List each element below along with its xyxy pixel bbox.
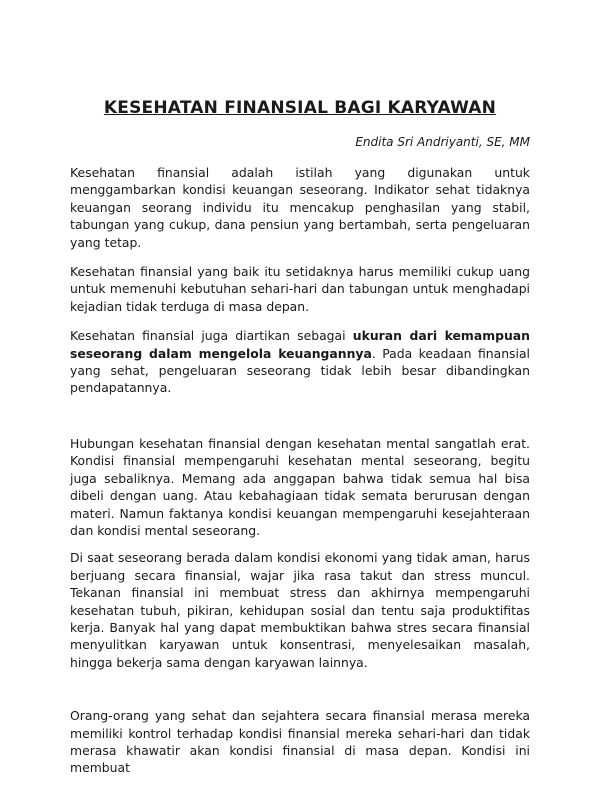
paragraph-5: Di saat seseorang berada dalam kondisi ekonomi yang tidak aman, harus berjuang secara finansial, wajar jika rasa takut dan stress muncul. Tekanan finansial ini membuat stress dan akhirnya mempengaruhi kesehatan tubuh, pikiran, kehidupan sosial dan tentu saja produktifitas kerja. Banyak hal yang dapat membuktikan bahwa stres secara finansial menyulitkan karyawan untuk konsentrasi, menyelesaikan masalah, hingga bekerja sama dengan karyawan lainnya.	[70, 550, 530, 670]
paragraph-1: Kesehatan finansial adalah istilah yang digunakan untuk menggambarkan kondisi keuangan seseorang. Indikator sehat tidaknya keuangan seorang individu itu mencakup penghasilan yang stabil, tabungan yang cukup, dana pensiun yang bertambah, serta pengeluaran yang tetap.	[70, 165, 530, 250]
paragraph-3-rest: . Pada keadaan finansial yang sehat, pengeluaran seseorang tidak lebih besar dibandingkan pendapatannya.	[70, 345, 530, 396]
paragraph-3	[70, 327, 530, 397]
paragraph-3-bold-phrase: ukuran dari kemampuan seseorang dalam mengelola keuangannya	[70, 328, 530, 361]
paragraph-3-intro: Kesehatan finansial juga diartikan sebagai	[70, 328, 353, 344]
document-title: KESEHATAN FINANSIAL BAGI KARYAWAN	[103, 98, 497, 118]
paragraph-4: Hubungan kesehatan finansial dengan kesehatan mental sangatlah erat. Kondisi finansial mempengaruhi kesehatan mental seseorang, begitu juga sebaliknya. Memang ada anggapan bahwa tidak semua hal bisa dibeli dengan uang. Atau kebahagiaan tidak semata berurusan dengan materi. Namun faktanya kondisi keuangan mempengaruhi kesejahteraan dan kondisi mental seseorang.	[70, 435, 530, 538]
paragraph-6: Orang-orang yang sehat dan sejahtera secara finansial merasa mereka memiliki kontrol terhadap kondisi finansial mereka sehari-hari dan tidak merasa khawatir akan kondisi finansial di masa depan. Kondisi ini membuat	[70, 708, 530, 776]
paragraph-2: Kesehatan finansial yang baik itu setidaknya harus memiliki cukup uang untuk memenuhi kebutuhan sehari-hari dan tabungan untuk menghadapi kejadian tidak terduga di masa depan.	[70, 264, 530, 314]
author-name: Endita Sri Andriyanti, SE, MM	[355, 135, 530, 149]
